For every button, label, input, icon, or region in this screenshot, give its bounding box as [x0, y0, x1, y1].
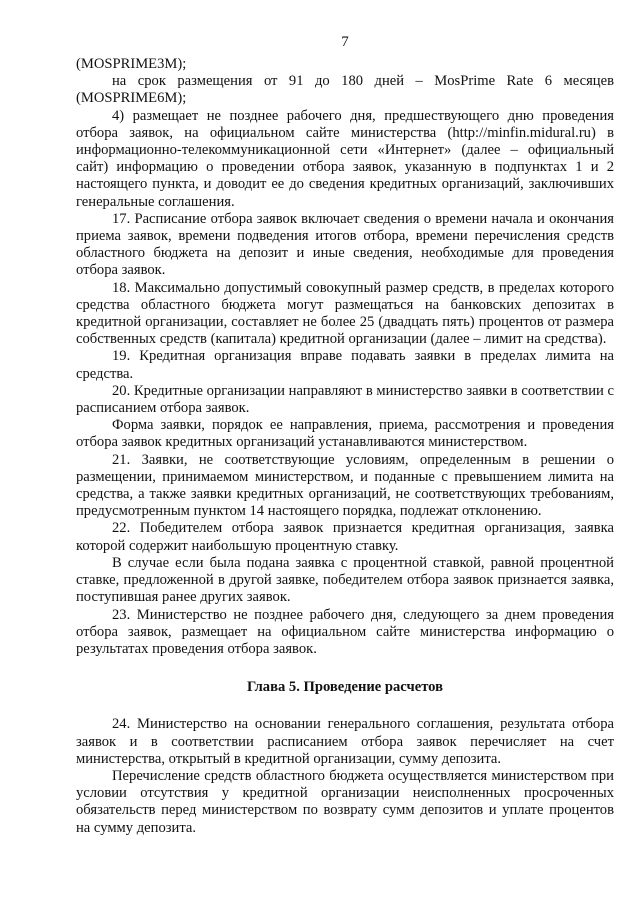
- paragraph-20-form: Форма заявки, порядок ее направления, приема, рассмотрения и проведения отбора заявок кредитных организаций устанавливаются министерством.: [76, 417, 614, 451]
- paragraph-item-4: 4) размещает не позднее рабочего дня, предшествующего дню проведения отбора заявок, на официальном сайте министерства (http://minfin.midural.ru) в информационно-телекоммуникационной сети «Интернет» (далее – официальный сайт) информацию о проведении отбора заявок, указанную в подпунктах 1 и 2 настоящего пункта, и доводит ее до сведения кредитных организаций, заключивших генеральные соглашения.: [76, 107, 614, 210]
- chapter-heading: Глава 5. Проведение расчетов: [246, 679, 443, 696]
- paragraph-18: 18. Максимально допустимый совокупный размер средств, в пределах которого средства областного бюджета могут размещаться на банковских депозитах в кредитной организации, составляет не более 25 (двадцать пять) процентов от размера собственных средств (капитала) кредитной организации (далее – лимит на средства).: [76, 279, 614, 348]
- paragraph-23: 23. Министерство не позднее рабочего дня, следующего за днем проведения отбора заявок, размещает на официальном сайте министерства информацию о результатах проведения отбора заявок.: [76, 606, 614, 657]
- paragraph-24-transfer: Перечисление средств областного бюджета осуществляется министерством при условии отсутствия у кредитной организации неисполненных просроченных обязательств перед министерством по возврату сумм депозитов и уплате процентов на сумму депозита.: [76, 767, 614, 836]
- paragraph-24: 24. Министерство на основании генерального соглашения, результата отбора заявок и в соответствии расписанием отбора заявок перечисляет на счет министерства, открытый в кредитной организации, сумму депозита.: [76, 716, 614, 767]
- paragraph-20: 20. Кредитные организации направляют в министерство заявки в соответствии с расписанием отбора заявок.: [76, 382, 614, 417]
- paragraph-21: 21. Заявки, не соответствующие условиям, определенным в решении о размещении, принимаемом министерством, и поданные с превышением лимита на средства, а также заявки кредитных организаций, не соответствующих требованиям, предусмотренным пунктом 14 настоящего порядка, подлежат отклонению.: [76, 451, 614, 520]
- page-number: 7: [341, 34, 349, 50]
- paragraph-mosprime3m: (MOSPRIME3M);: [76, 56, 187, 72]
- paragraph-term-6m: на срок размещения от 91 до 180 дней – MosPrime Rate 6 месяцев (MOSPRIME6M);: [76, 73, 614, 107]
- paragraph-22: 22. Победителем отбора заявок признается кредитная организация, заявка которой содержит наибольшую процентную ставку.: [76, 520, 614, 554]
- paragraph-17: 17. Расписание отбора заявок включает сведения о времени начала и окончания приема заявок, времени подведения итогов отбора, времени перечисления средств областного бюджета на депозит и иные сведения, необходимые для проведения отбора заявок.: [76, 210, 614, 279]
- document-page: [76, 34, 614, 837]
- paragraph-22-case: В случае если была подана заявка с процентной ставкой, равной процентной ставке, предложенной в другой заявке, победителем отбора заявок признается заявка, поступившая ранее других заявок.: [76, 554, 614, 606]
- paragraph-19: 19. Кредитная организация вправе подавать заявки в пределах лимита на средства.: [76, 348, 614, 382]
